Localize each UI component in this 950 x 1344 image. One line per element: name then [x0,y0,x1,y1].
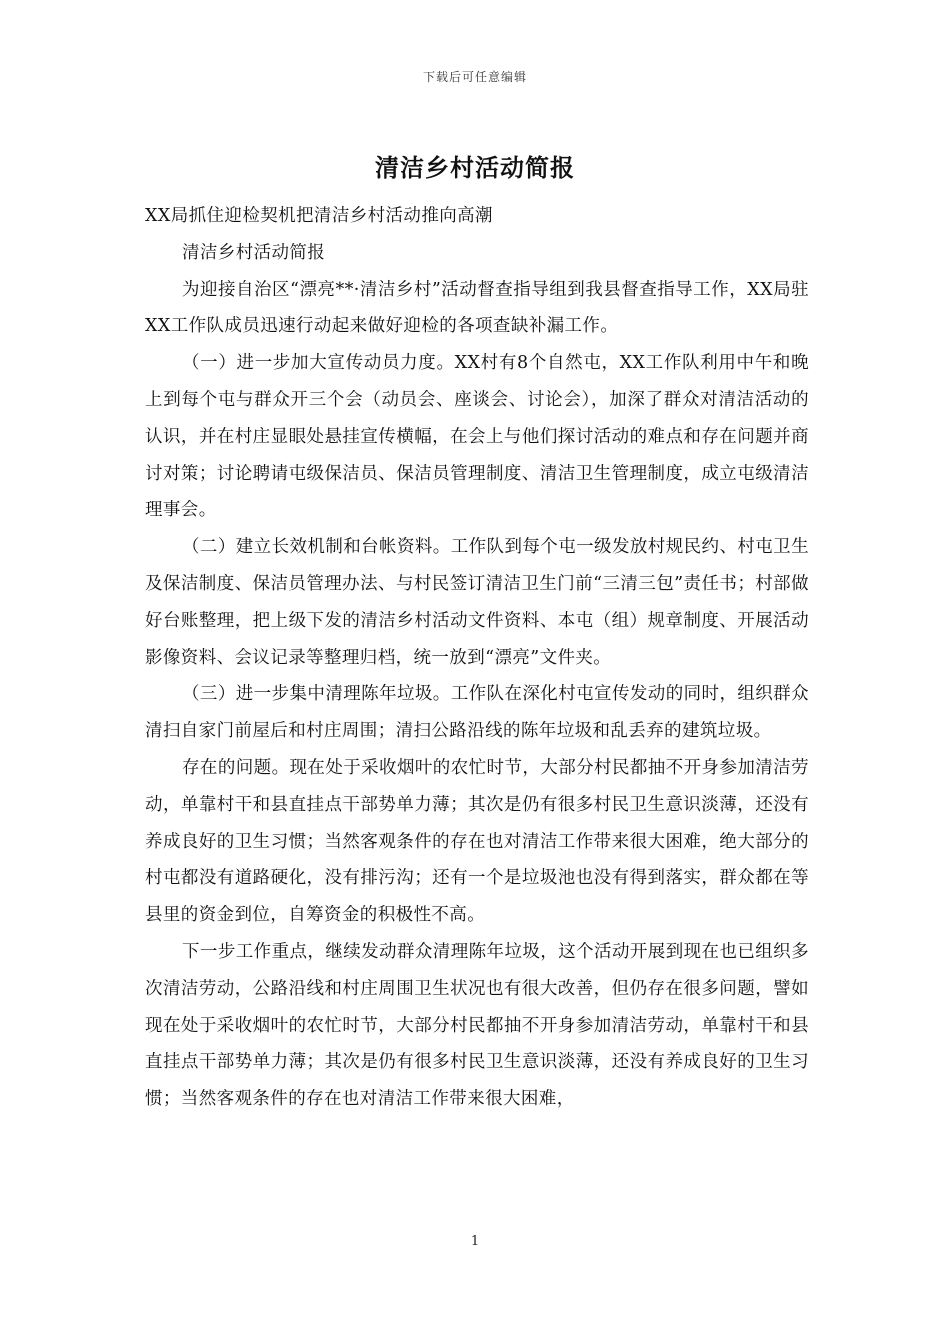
body-paragraph: 为迎接自治区“漂亮**·清洁乡村”活动督查指导组到我县督查指导工作，XX局驻XX工作队成员迅速行动起来做好迎检的各项查缺补漏工作。 [145,279,809,337]
document-body [145,198,809,1118]
body-paragraph: 存在的问题。现在处于采收烟叶的农忙时节，大部分村民都抽不开身参加清洁劳动，单靠村干和县直挂点干部势单力薄；其次是仍有很多村民卫生意识淡薄，还没有养成良好的卫生习惯；当然客观条件的存在也对清洁工作带来很大困难，绝大部分的村屯都没有道路硬化，没有排污沟；还有一个是垃圾池也没有得到落实，群众都在等县里的资金到位，自筹资金的积极性不高。 [145,757,809,926]
page-header-note: 下载后可任意编辑 [422,70,527,84]
body-paragraph: （三）进一步集中清理陈年垃圾。工作队在深化村屯宣传发动的同时，组织群众清扫自家门前屋后和村庄周围；清扫公路沿线的陈年垃圾和乱丢弃的建筑垃圾。 [145,684,809,742]
page-number: 1 [470,1234,480,1249]
body-paragraph: （二）建立长效机制和台帐资料。工作队到每个屯一级发放村规民约、村屯卫生及保洁制度、保洁员管理办法、与村民签订清洁卫生门前“三清三包”责任书；村部做好台账整理，把上级下发的清洁乡村活动文件资料、本屯（组）规章制度、开展活动影像资料、会议记录等整理归档，统一放到“漂亮”文件夹。 [145,537,809,668]
body-paragraph: （一）进一步加大宣传动员力度。XX村有8个自然屯，XX工作队利用中午和晚上到每个屯与群众开三个会（动员会、座谈会、讨论会），加深了群众对清洁活动的认识，并在村庄显眼处悬挂宣传横幅，在会上与他们探讨活动的难点和存在问题并商讨对策；讨论聘请屯级保洁员、保洁员管理制度、清洁卫生管理制度，成立屯级清洁理事会。 [145,353,809,521]
document-title: 清洁乡村活动简报 [375,153,575,182]
document-subtitle: XX局抓住迎检契机把清洁乡村活动推向高潮 [145,206,493,226]
body-paragraph: 下一步工作重点，继续发动群众清理陈年垃圾，这个活动开展到现在也已组织多次清洁劳动，公路沿线和村庄周围卫生状况也有很大改善，但仍存在很多问题，譬如现在处于采收烟叶的农忙时节，大部分村民都抽不开身参加清洁劳动，单靠村干和县直挂点干部势单力薄；其次是仍有很多村民卫生意识淡薄，还没有养成良好的卫生习惯；当然客观条件的存在也对清洁工作带来很大困难， [145,941,809,1110]
body-paragraph: 清洁乡村活动简报 [182,242,326,263]
